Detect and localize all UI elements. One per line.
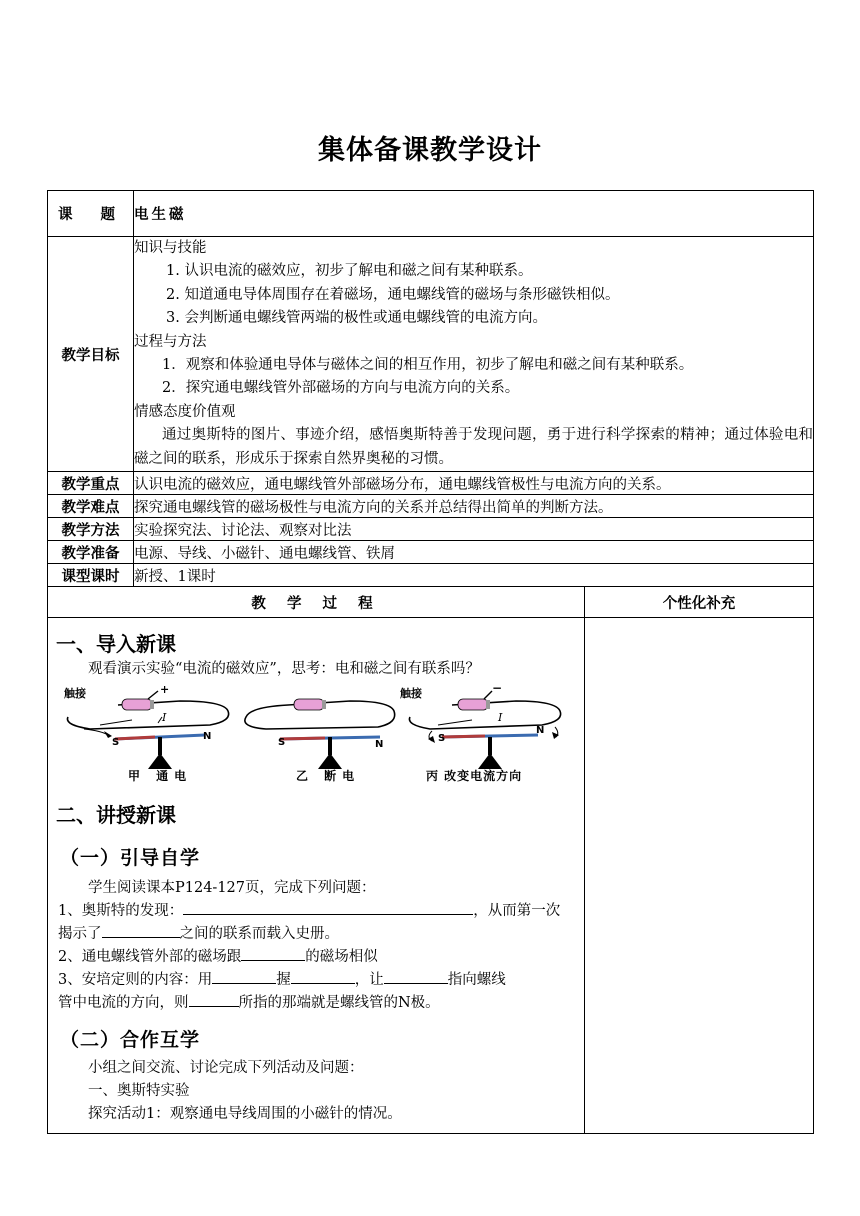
answer-blank[interactable] — [384, 969, 448, 984]
section1-text: 观看演示实验“电流的磁效应”，思考：电和磁之间有联系吗？ — [88, 661, 480, 678]
question-2-text: 2、通电螺线管外部的磁场跟 — [58, 949, 242, 966]
question-1-cont — [48, 923, 584, 946]
emotion-text: 通过奥斯特的图片、事迹介绍，感悟奥斯特善于发现问题，勇于进行科学探索的精神；通过体验电和磁之间的联系，形成乐于探索自然界奥秘的习惯。 — [134, 427, 813, 467]
page-title: 集体备课教学设计 — [318, 135, 542, 166]
sub2-intro: 小组之间交流、讨论完成下列活动及问题： — [88, 1060, 364, 1077]
row-value: 认识电流的磁效应，通电螺线管外部磁场分布，通电螺线管极性与电流方向的关系。 — [134, 472, 814, 495]
oersted-experiment-figure — [60, 681, 584, 787]
question-3 — [48, 969, 584, 992]
supplement-cell — [585, 618, 814, 1134]
methods-row — [48, 518, 814, 541]
panel-powered — [67, 691, 228, 769]
objectives-row — [48, 237, 814, 472]
subject-label-cell — [48, 191, 134, 237]
subject-value: 电生磁 — [134, 191, 814, 237]
figure-caption-2: 乙 断电 — [296, 769, 361, 784]
process-header: 教 学 过 程 — [48, 587, 585, 618]
sub2-item1: 一、奥斯特实验 — [88, 1083, 190, 1100]
knowledge-item: 1. 认识电流的磁效应，初步了解电和磁之间有某种联系。 — [166, 263, 533, 280]
question-3-text: 管中电流的方向，则 — [58, 995, 189, 1012]
process-content — [48, 618, 585, 1134]
n-label-1: N — [203, 731, 212, 743]
subject-label-right: 题 — [100, 207, 115, 223]
question-3-text: 指向螺线 — [447, 972, 506, 989]
question-1-text: 1、奥斯特的发现： — [58, 903, 184, 920]
sub2-activity1: 探究活动1：观察通电导线周围的小磁针的情况。 — [88, 1106, 402, 1123]
row-label: 教学准备 — [48, 541, 134, 564]
question-1 — [48, 900, 584, 923]
row-value: 探究通电螺线管的磁场极性与电流方向的关系并总结得出简单的判断方法。 — [134, 495, 814, 518]
process-item: 1．观察和体验通电导体与磁体之间的相互作用，初步了解电和磁之间有某种联系。 — [162, 357, 694, 374]
sub1-intro: 学生阅读课本P124-127页，完成下列问题： — [88, 880, 376, 897]
question-3-text: 3、安培定则的内容：用 — [58, 972, 213, 989]
difficulty-row — [48, 495, 814, 518]
process-item: 2．探究通电螺线管外部磁场的方向与电流方向的关系。 — [162, 380, 520, 397]
key-points-row — [48, 472, 814, 495]
knowledge-item: 3. 会判断通电螺线管两端的极性或通电螺线管的电流方向。 — [166, 310, 547, 327]
row-label: 教学难点 — [48, 495, 134, 518]
question-1-text: 之间的联系而载入史册。 — [179, 926, 339, 943]
n-label-3: N — [536, 725, 545, 737]
lesson-type-row — [48, 564, 814, 587]
row-label: 课型课时 — [48, 564, 134, 587]
objectives-content — [134, 237, 814, 472]
touch-label-1: 触接 — [64, 687, 86, 701]
plus-label-1: + — [160, 683, 170, 697]
lesson-plan-table — [47, 190, 814, 1134]
n-label-2: N — [375, 739, 384, 751]
question-3-text: 所指的那端就是螺线管的N极。 — [238, 995, 440, 1012]
answer-blank[interactable] — [291, 969, 355, 984]
question-3-text: ，让 — [354, 972, 384, 989]
figure-caption-1: 甲 通电 — [128, 769, 193, 784]
row-value: 新授、1课时 — [134, 564, 814, 587]
emotion-heading: 情感态度价值观 — [134, 403, 236, 420]
minus-label-3: − — [492, 681, 503, 696]
knowledge-item: 2. 知道通电导体周围存在着磁场，通电螺线管的磁场与条形磁铁相似。 — [166, 286, 620, 303]
knowledge-heading: 知识与技能 — [134, 240, 207, 256]
s-label-1: S — [112, 737, 120, 749]
supplement-header: 个性化补充 — [585, 587, 814, 618]
process-content-row — [48, 618, 814, 1134]
section2-heading: 二、讲授新课 — [56, 803, 176, 828]
process-header-row — [48, 587, 814, 618]
sub1-heading: （一）引导自学 — [60, 847, 201, 870]
answer-blank[interactable] — [102, 923, 180, 938]
answer-blank[interactable] — [212, 969, 276, 984]
panel-unpowered — [245, 699, 395, 769]
row-value: 实验探究法、讨论法、观察对比法 — [134, 518, 814, 541]
current-label-1: I — [162, 711, 167, 725]
figure-caption-3: 丙 改变电流方向 — [426, 769, 523, 784]
touch-label-3: 触接 — [400, 687, 422, 701]
answer-blank[interactable] — [189, 992, 239, 1007]
question-3-cont — [48, 992, 584, 1015]
question-1-text: 揭示了 — [58, 926, 102, 943]
process-heading: 过程与方法 — [134, 333, 207, 350]
answer-blank[interactable] — [183, 900, 473, 915]
row-label: 教学方法 — [48, 518, 134, 541]
s-label-3: S — [438, 733, 446, 745]
question-3-text: 握 — [276, 972, 291, 989]
row-value: 电源、导线、小磁针、通电螺线管、铁屑 — [134, 541, 814, 564]
current-label-3: I — [498, 711, 503, 725]
subject-row — [48, 191, 814, 237]
sub2-heading: （二）合作互学 — [60, 1029, 201, 1052]
answer-blank[interactable] — [241, 946, 305, 961]
section1-heading: 一、导入新课 — [56, 632, 176, 657]
preparation-row — [48, 541, 814, 564]
question-1-text: ，从而第一次 — [473, 903, 561, 920]
objectives-label: 教学目标 — [48, 237, 134, 472]
question-2-text: 的磁场相似 — [305, 949, 378, 966]
s-label-2: S — [278, 737, 286, 749]
question-2 — [48, 946, 584, 969]
subject-label-left: 课 — [58, 207, 73, 223]
row-label: 教学重点 — [48, 472, 134, 495]
